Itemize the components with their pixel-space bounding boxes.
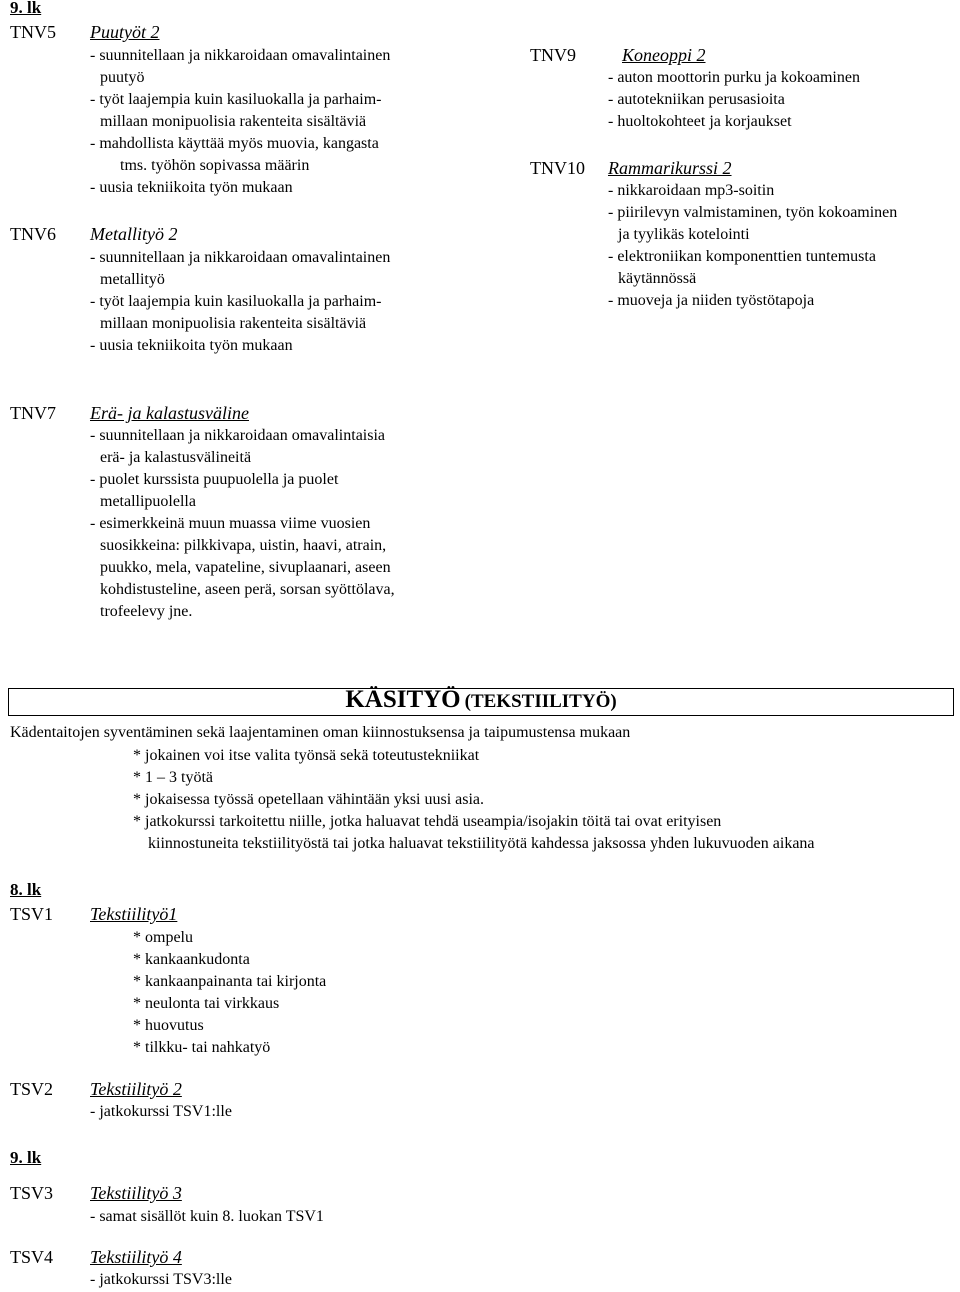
tnv7-line: trofeelevy jne. [100,603,193,620]
course-title-tsv1: Tekstiilityö1 [90,904,178,924]
banner-main-title: KÄSITYÖ [345,686,461,713]
grade-heading-8: 8. lk [10,880,42,899]
tnv7-line: - esimerkkeinä muun muassa viime vuosien [90,515,371,532]
tnv5-line: millaan monipuolisia rakenteita sisältäviä [100,113,367,130]
tnv7-line: erä- ja kalastusvälineitä [100,449,252,466]
grade-heading-9: 9. lk [10,0,42,17]
course-code-tsv2: TSV2 [10,1079,54,1099]
tsv1-line: * neulonta tai virkkaus [133,995,280,1012]
section-banner-kasityo [8,688,954,716]
course-code-tsv3: TSV3 [10,1183,54,1203]
tnv10-line: käytännössä [618,270,697,287]
banner-subtitle: (TEKSTIILITYÖ) [464,691,617,712]
tnv7-line: kohdistusteline, aseen perä, sorsan syöttölava, [100,581,395,598]
intro-bullet: kiinnostuneita tekstiilityöstä tai jotka haluavat tekstiilityötä kahdessa jaksossa yhden lukuvuoden aikana [148,835,815,852]
course-code-tsv4: TSV4 [10,1247,54,1267]
intro-lead: Kädentaitojen syventäminen sekä laajentaminen oman kiinnostuksensa ja taipumustensa mukaan [10,724,631,741]
tsv3-line: - samat sisällöt kuin 8. luokan TSV1 [90,1208,324,1225]
tnv7-line: - suunnitellaan ja nikkaroidaan omavalintaisia [90,427,386,444]
tnv6-line: metallityö [100,271,165,288]
tnv9-line: - auton moottorin purku ja kokoaminen [608,69,860,86]
course-code-tnv5: TNV5 [10,22,56,42]
course-code-tsv1: TSV1 [10,904,54,924]
course-title-tsv4: Tekstiilityö 4 [90,1247,182,1267]
course-code-tnv10: TNV10 [530,158,585,178]
course-code-tnv7: TNV7 [10,403,56,423]
tnv6-line: - työt laajempia kuin kasiluokalla ja parhaim- [90,293,382,310]
course-title-tnv6: Metallityö 2 [90,224,178,244]
intro-bullet: * 1 – 3 työtä [133,769,213,786]
tnv7-line: puukko, mela, vapateline, sivuplaanari, aseen [100,559,391,576]
tsv1-line: * ompelu [133,929,193,946]
tnv7-line: suosikkeina: pilkkivapa, uistin, haavi, atrain, [100,537,387,554]
course-code-tnv6: TNV6 [10,224,56,244]
course-title-tnv7: Erä- ja kalastusväline [90,403,249,423]
tnv10-line: - nikkaroidaan mp3-soitin [608,182,775,199]
course-title-tnv5: Puutyöt 2 [90,22,160,42]
tsv1-line: * huovutus [133,1017,204,1034]
tnv9-line: - huoltokohteet ja korjaukset [608,113,792,130]
tnv10-line: - muoveja ja niiden työstötapoja [608,292,815,309]
tnv6-line: - suunnitellaan ja nikkaroidaan omavalintainen [90,249,391,266]
tsv4-line: - jatkokurssi TSV3:lle [90,1271,232,1288]
grade-heading-9-bottom: 9. lk [10,1148,42,1167]
tnv6-line: millaan monipuolisia rakenteita sisältäviä [100,315,367,332]
tnv10-line: - piirilevyn valmistaminen, työn kokoaminen [608,204,898,221]
course-title-tsv3: Tekstiilityö 3 [90,1183,182,1203]
intro-bullet: * jatkokurssi tarkoitettu niille, jotka haluavat tehdä useampia/isojakin töitä tai ovat erityisen [133,813,722,830]
tsv1-line: * kankaankudonta [133,951,250,968]
tnv5-line: puutyö [100,69,145,86]
tnv7-line: metallipuolella [100,493,196,510]
intro-bullet: * jokainen voi itse valita työnsä sekä toteutustekniikat [133,747,480,764]
tnv5-line: tms. työhön sopivassa määrin [120,157,310,174]
tsv1-line: * kankaanpainanta tai kirjonta [133,973,327,990]
tnv7-line: - puolet kurssista puupuolella ja puolet [90,471,339,488]
tnv6-line: - uusia tekniikoita työn mukaan [90,337,293,354]
tsv1-line: * tilkku- tai nahkatyö [133,1039,271,1056]
course-code-tnv9: TNV9 [530,45,576,65]
tnv5-line: - työt laajempia kuin kasiluokalla ja parhaim- [90,91,382,108]
intro-bullet: * jokaisessa työssä opetellaan vähintään yksi uusi asia. [133,791,485,808]
tnv10-line: ja tyylikäs kotelointi [618,226,750,243]
tnv10-line: - elektroniikan komponenttien tuntemusta [608,248,876,265]
tnv5-line: - suunnitellaan ja nikkaroidaan omavalintainen [90,47,391,64]
course-title-tnv9: Koneoppi 2 [622,45,706,65]
tnv5-line: - mahdollista käyttää myös muovia, kangasta [90,135,379,152]
tnv5-line: - uusia tekniikoita työn mukaan [90,179,293,196]
course-title-tsv2: Tekstiilityö 2 [90,1079,182,1099]
tnv9-line: - autotekniikan perusasioita [608,91,785,108]
tsv2-line: - jatkokurssi TSV1:lle [90,1103,232,1120]
course-title-tnv10: Rammarikurssi 2 [608,158,732,178]
